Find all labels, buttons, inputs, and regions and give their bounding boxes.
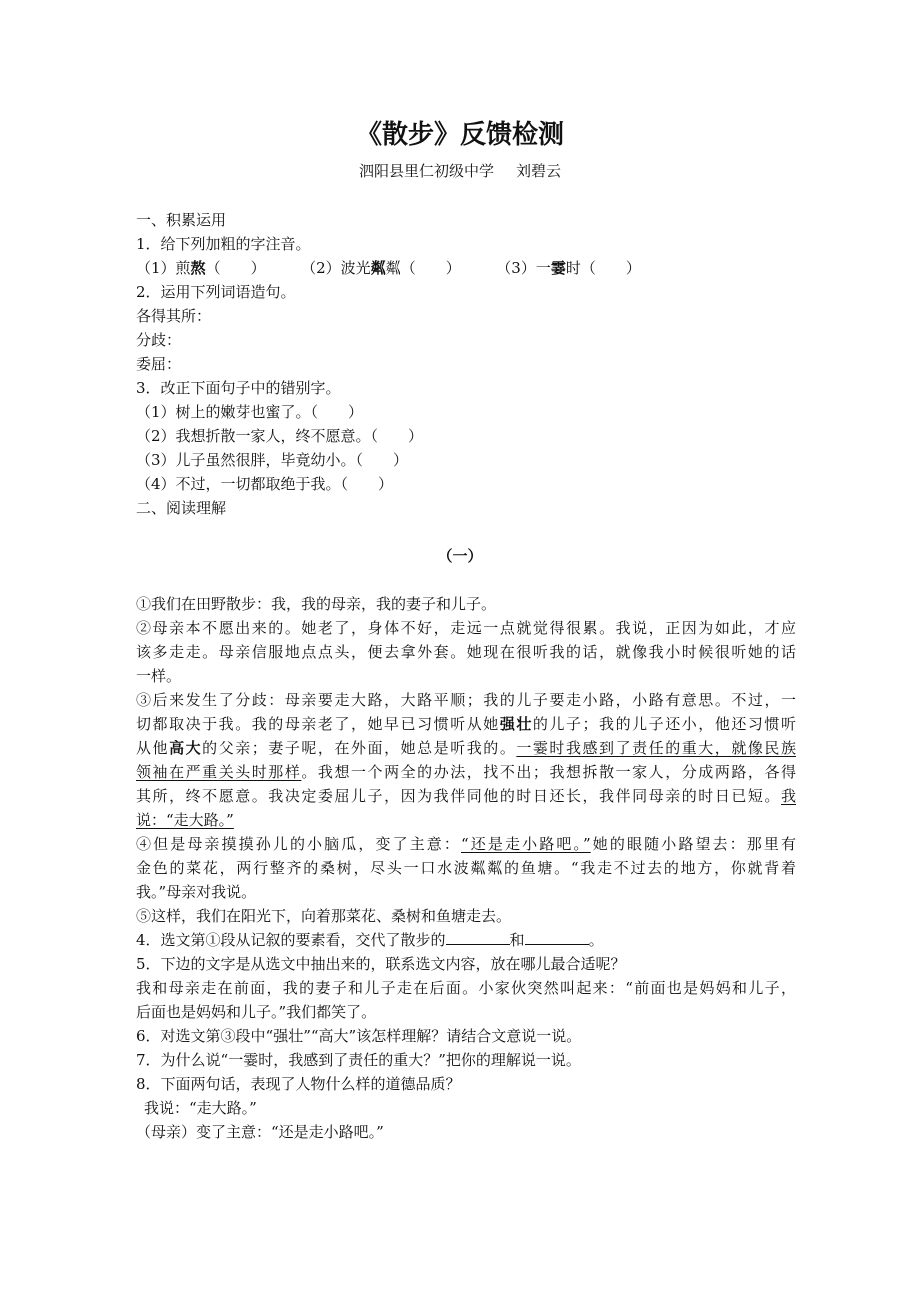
q2-word-2: 分歧： [136,331,182,349]
q8-sentence-2: （母亲）变了主意：“还是走小路吧。” [136,1123,384,1141]
q6: 6．对选文第③段中“强壮”“高大”该怎样理解？请结合文意说一说。 [136,1027,582,1045]
q1-item-3: （3）一霎时（ ） [496,259,641,277]
answer-blank[interactable] [525,930,589,945]
q1-prompt: 1．给下列加粗的字注音。 [136,235,311,253]
q1-item-1: （1）煎熬（ ） [136,259,266,277]
passage-p4-line2: 金色的菜花，两行整齐的桑树，尽头一口水波粼粼的鱼塘。“我走不过去的地方，你就背着 [136,859,796,877]
underlined-sentence-part2: 领袖在严重关头时那样 [136,763,302,781]
passage-subheading: （一） [437,547,483,565]
passage-p4-line3: 我。”母亲对我说。 [136,883,257,901]
section1-heading: 一、积累运用 [136,211,227,229]
author-name: 刘碧云 [516,162,562,180]
q3-item-1: （1）树上的嫩芽也蜜了。（ ） [136,403,364,421]
passage-p3-line3: 从他高大的父亲；妻子呢，在外面，她总是听我的。一霎时我感到了责任的重大，就像民族 [136,739,796,757]
q3-item-4: （4）不过，一切都取绝于我。（ ） [136,475,394,493]
q5-prompt: 5．下边的文字是从选文中抽出来的，联系选文内容，放在哪儿最合适呢？ [136,955,626,973]
q2-word-1: 各得其所： [136,307,212,325]
q4: 4．选文第①段从记叙的要素看，交代了散步的 和 。 [136,931,604,949]
underlined-sentence-part1: 一霎时我感到了责任的重大，就像民族 [516,739,796,757]
q1-item-2: （2）波光粼粼（ ） [301,259,461,277]
page-title: 《散步》反馈检测 [355,120,564,150]
q2-prompt: 2．运用下列词语造句。 [136,283,296,301]
q7: 7．为什么说“一霎时，我感到了责任的重大？”把你的理解说一说。 [136,1051,581,1069]
passage-p1: ①我们在田野散步：我，我的母亲，我的妻子和儿子。 [136,595,497,613]
passage-p4-line1: ④但是母亲摸摸孙儿的小脑瓜，变了主意：“还是走小路吧。”她的眼随小路望去：那里有 [136,835,796,853]
passage-p2-line1: ②母亲本不愿出来的。她老了，身体不好，走远一点就觉得很累。我说，正因为如此，才应 [136,619,796,637]
underlined-quote-part1: 我 [780,787,796,805]
passage-p2-line3: 一样。 [136,667,182,685]
bold-word-qiangzhuang: 强壮 [499,715,533,733]
section2-heading: 二、阅读理解 [136,499,227,517]
q1-items [136,257,796,279]
author-line [0,160,920,182]
q8-prompt: 8．下面两句话，表现了人物什么样的道德品质？ [136,1075,461,1093]
q5-line2: 后面也是妈妈和儿子。”我们都笑了。 [136,1003,377,1021]
q3-item-3: （3）儿子虽然很胖，毕竟幼小。（ ） [136,451,409,469]
passage-p2-line2: 该多走走。母亲信服地点点头，便去拿外套。她现在很听我的话，就像我小时候很听她的话 [136,643,796,661]
q2-word-3: 委屈： [136,355,182,373]
q3-item-2: （2）我想折散一家人，终不愿意。（ ） [136,427,424,445]
passage-p3-line4: 领袖在严重关头时那样。我想一个两全的办法，找不出；我想拆散一家人，分成两路，各得 [136,763,796,781]
underlined-quote-part2: 说：“走大路。” [136,811,234,829]
passage-p3-line6 [136,809,796,831]
passage-p3-line5: 其所，终不愿意。我决定委屈儿子，因为我伴同他的时日还长，我伴同母亲的时日已短。我 [136,787,796,805]
underlined-quote-mother: “还是走小路吧。” [461,835,591,853]
passage-p3-line2: 切都取决于我。我的母亲老了，她早已习惯听从她强壮的儿子；我的儿子还小，他还习惯听 [136,715,796,733]
answer-blank[interactable] [446,930,510,945]
q3-prompt: 3．改正下面句子中的错别字。 [136,379,341,397]
q8-sentence-1: 我说：“走大路。” [144,1099,257,1117]
author-school: 泗阳县里仁初级中学 [358,162,494,180]
passage-p5: ⑤这样，我们在阳光下，向着那菜花、桑树和鱼塘走去。 [136,907,512,925]
passage-p3-line1: ③后来发生了分歧：母亲要走大路，大路平顺；我的儿子要走小路，小路有意思。不过，一 [136,691,796,709]
bold-word-gaoda: 高大 [169,739,203,757]
q5-line1: 我和母亲走在前面，我的妻子和儿子走在后面。小家伙突然叫起来：“前面也是妈妈和儿子， [136,979,796,997]
